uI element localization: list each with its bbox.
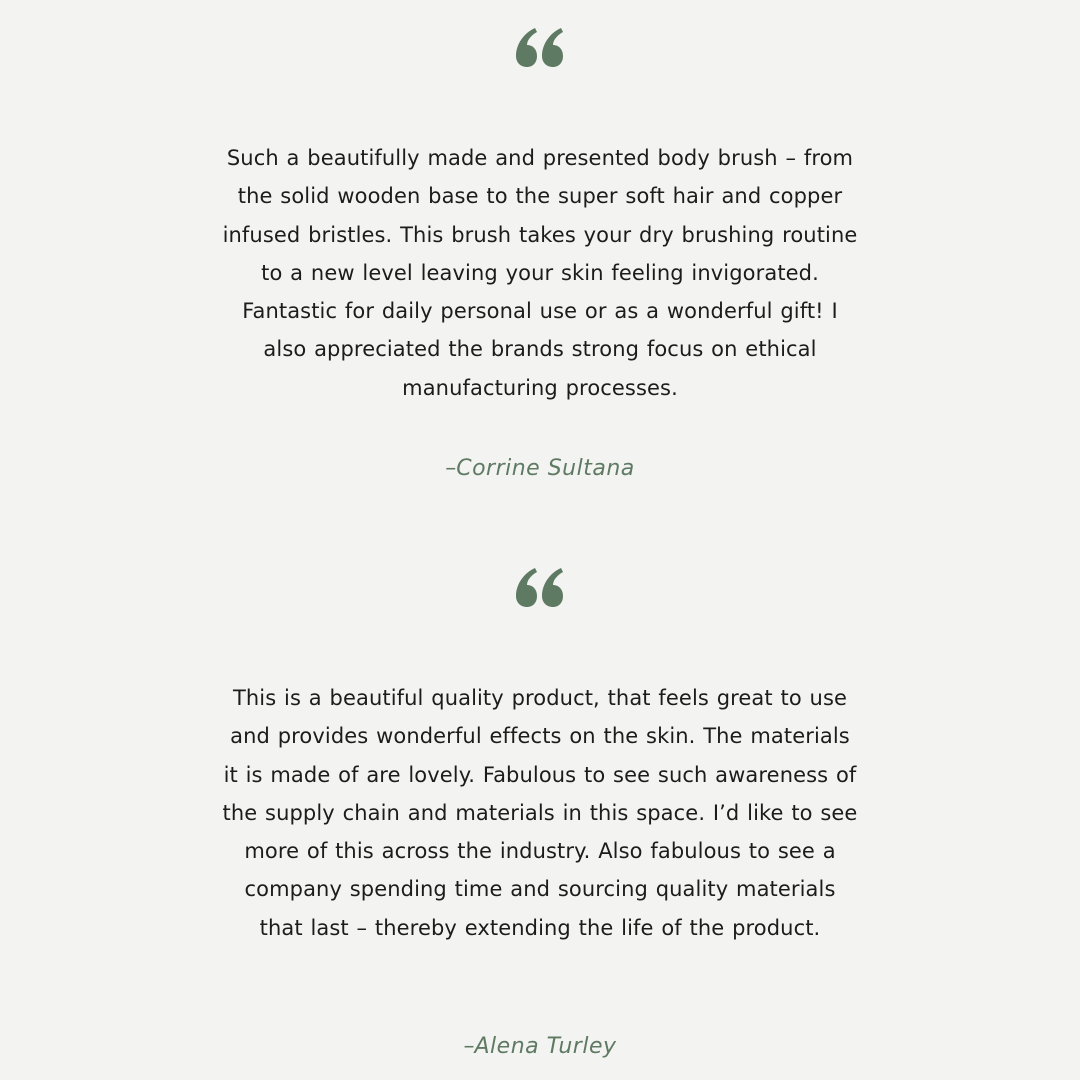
author-name: Corrine Sultana	[456, 456, 635, 481]
testimonial-author	[0, 454, 1080, 484]
author-dash: –	[463, 1034, 475, 1059]
testimonial-text: Such a beautifully made and presented body brush – from the solid wooden base to the super soft hair and copper infused bristles. This brush takes your dry brushing routine to a new level leaving your skin feeling invigorated. Fantastic for daily personal use or as a wonderful gift! I also appreciated the brands strong focus on ethical manufacturing processes.	[222, 146, 858, 400]
testimonial-text: This is a beautiful quality product, that feels great to use and provides wonderful effects on the skin. The materials it is made of are lovely. Fabulous to see such awareness of the supply chain and materials in this space. I’d like to see more of this across the industry. Also fabulous to see a company spending time and sourcing quality materials that last – thereby extending the life of the product.	[222, 686, 858, 940]
author-dash: –	[445, 456, 457, 481]
quote-icon	[515, 27, 565, 67]
testimonial-author	[0, 1032, 1080, 1062]
author-name: Alena Turley	[474, 1034, 617, 1059]
quote-icon	[515, 567, 565, 607]
